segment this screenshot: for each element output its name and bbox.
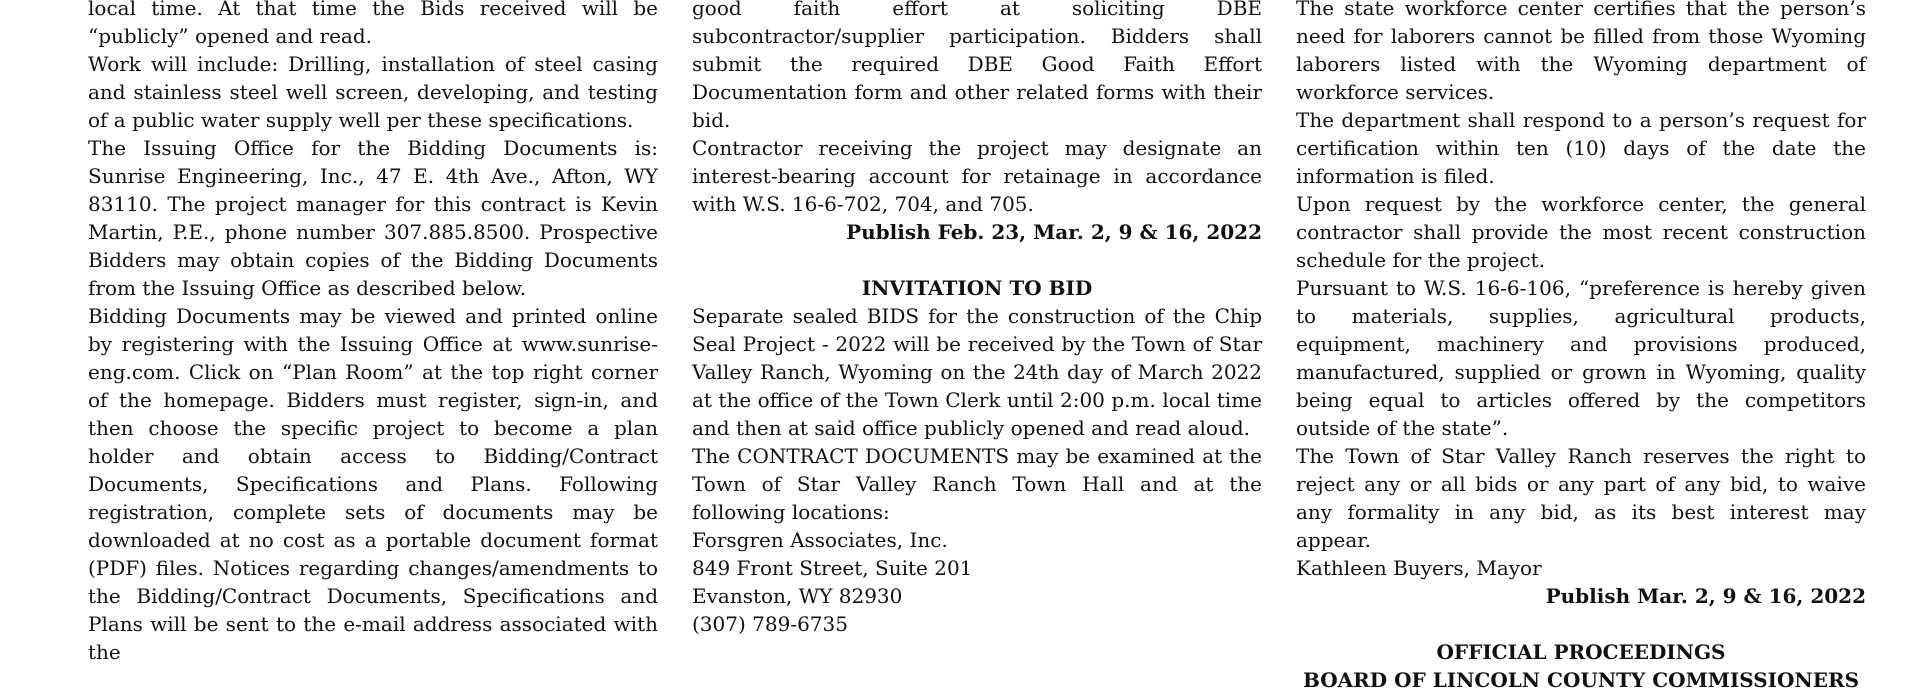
paragraph-preference: Pursuant to W.S. 16-6-106, “preference is hereby given to materials, supplies, agricultural products, equipment, machinery and provisions produced, manufactured, supplied or grown in Wyoming, quality being equal to articles offered by the competitors outside of the state”.: [1296, 276, 1866, 440]
phone-line: (307) 789-6735: [692, 612, 848, 636]
paragraph-bidding-documents: Bidding Documents may be viewed and printed online by registering with the Issuing Office at www.sunrise-eng.com. Click on “Plan Room” at the top right corner of the homepage. Bidders must register, sign-in, and then choose the specific project to become a plan holder and obtain access to Bidding/Contract Documents, Specifications and Plans. Following registration, complete sets of documents may be downloaded at no cost as a portable document format (PDF) files. Notices regarding changes/amendments to the Bidding/Contract Documents, Specifications and Plans will be sent to the e-mail address associated with the: [88, 304, 658, 664]
publish-dates: Publish Feb. 23, Mar. 2, 9 & 16, 2022: [846, 220, 1262, 244]
paragraph-dbe-effort: good faith effort at soliciting DBE subcontractor/supplier participation. Bidders shall submit the required DBE Good Faith Effort Documentation form and other related forms with their bid.: [692, 0, 1262, 132]
paragraph-retainage: Contractor receiving the project may designate an interest-bearing account for retainage in accordance with W.S. 16-6-702, 704, and 705.: [692, 136, 1262, 216]
paragraph-construction-schedule: Upon request by the workforce center, the general contractor shall provide the most recent construction schedule for the project.: [1296, 192, 1866, 272]
address-line: 849 Front Street, Suite 201: [692, 556, 973, 580]
address-line: Forsgren Associates, Inc.: [692, 528, 948, 552]
section-subheading: BOARD OF LINCOLN COUNTY COMMISSIONERS: [1302, 668, 1860, 692]
paragraph-workforce-certification: The state workforce center certifies that the person’s need for laborers cannot be filled from those Wyoming laborers listed with the Wyoming department of workforce services.: [1296, 0, 1866, 104]
publish-dates: Publish Mar. 2, 9 & 16, 2022: [1545, 584, 1866, 608]
paragraph-department-response: The department shall respond to a person’s request for certification within ten (10) days of the date the information is filed.: [1296, 108, 1866, 188]
paragraph-work-scope: Work will include: Drilling, installation of steel casing and stainless steel well screen, developing, and testing of a public water supply well per these specifications.: [88, 52, 658, 132]
column-1: [88, 0, 658, 666]
section-heading: OFFICIAL PROCEEDINGS: [1436, 640, 1726, 664]
notice-heading: INVITATION TO BID: [861, 276, 1093, 300]
paragraph-contract-documents: The CONTRACT DOCUMENTS may be examined at the Town of Star Valley Ranch Town Hall and at the following locations:: [692, 444, 1262, 524]
address-line: Evanston, WY 82930: [692, 584, 903, 608]
column-3: [1296, 0, 1866, 694]
paragraph-sealed-bids: Separate sealed BIDS for the construction of the Chip Seal Project - 2022 will be received by the Town of Star Valley Ranch, Wyoming on the 24th day of March 2022 at the office of the Town Clerk until 2:00 p.m. local time and then at said office publicly opened and read aloud.: [692, 304, 1262, 440]
paragraph-issuing-office: The Issuing Office for the Bidding Documents is: Sunrise Engineering, Inc., 47 E. 4th Ave., Afton, WY 83110. The project manager for this contract is Kevin Martin, P.E., phone number 307.885.8500. Prospective Bidders may obtain copies of the Bidding Documents from the Issuing Office as described below.: [88, 136, 658, 300]
signature-line: Kathleen Buyers, Mayor: [1296, 556, 1542, 580]
paragraph-bid-opening: local time. At that time the Bids received will be “publicly” opened and read.: [88, 0, 658, 48]
column-2: [692, 0, 1262, 638]
paragraph-right-to-reject: The Town of Star Valley Ranch reserves the right to reject any or all bids or any part of any bid, to waive any formality in any bid, as its best interest may appear.: [1296, 444, 1866, 552]
